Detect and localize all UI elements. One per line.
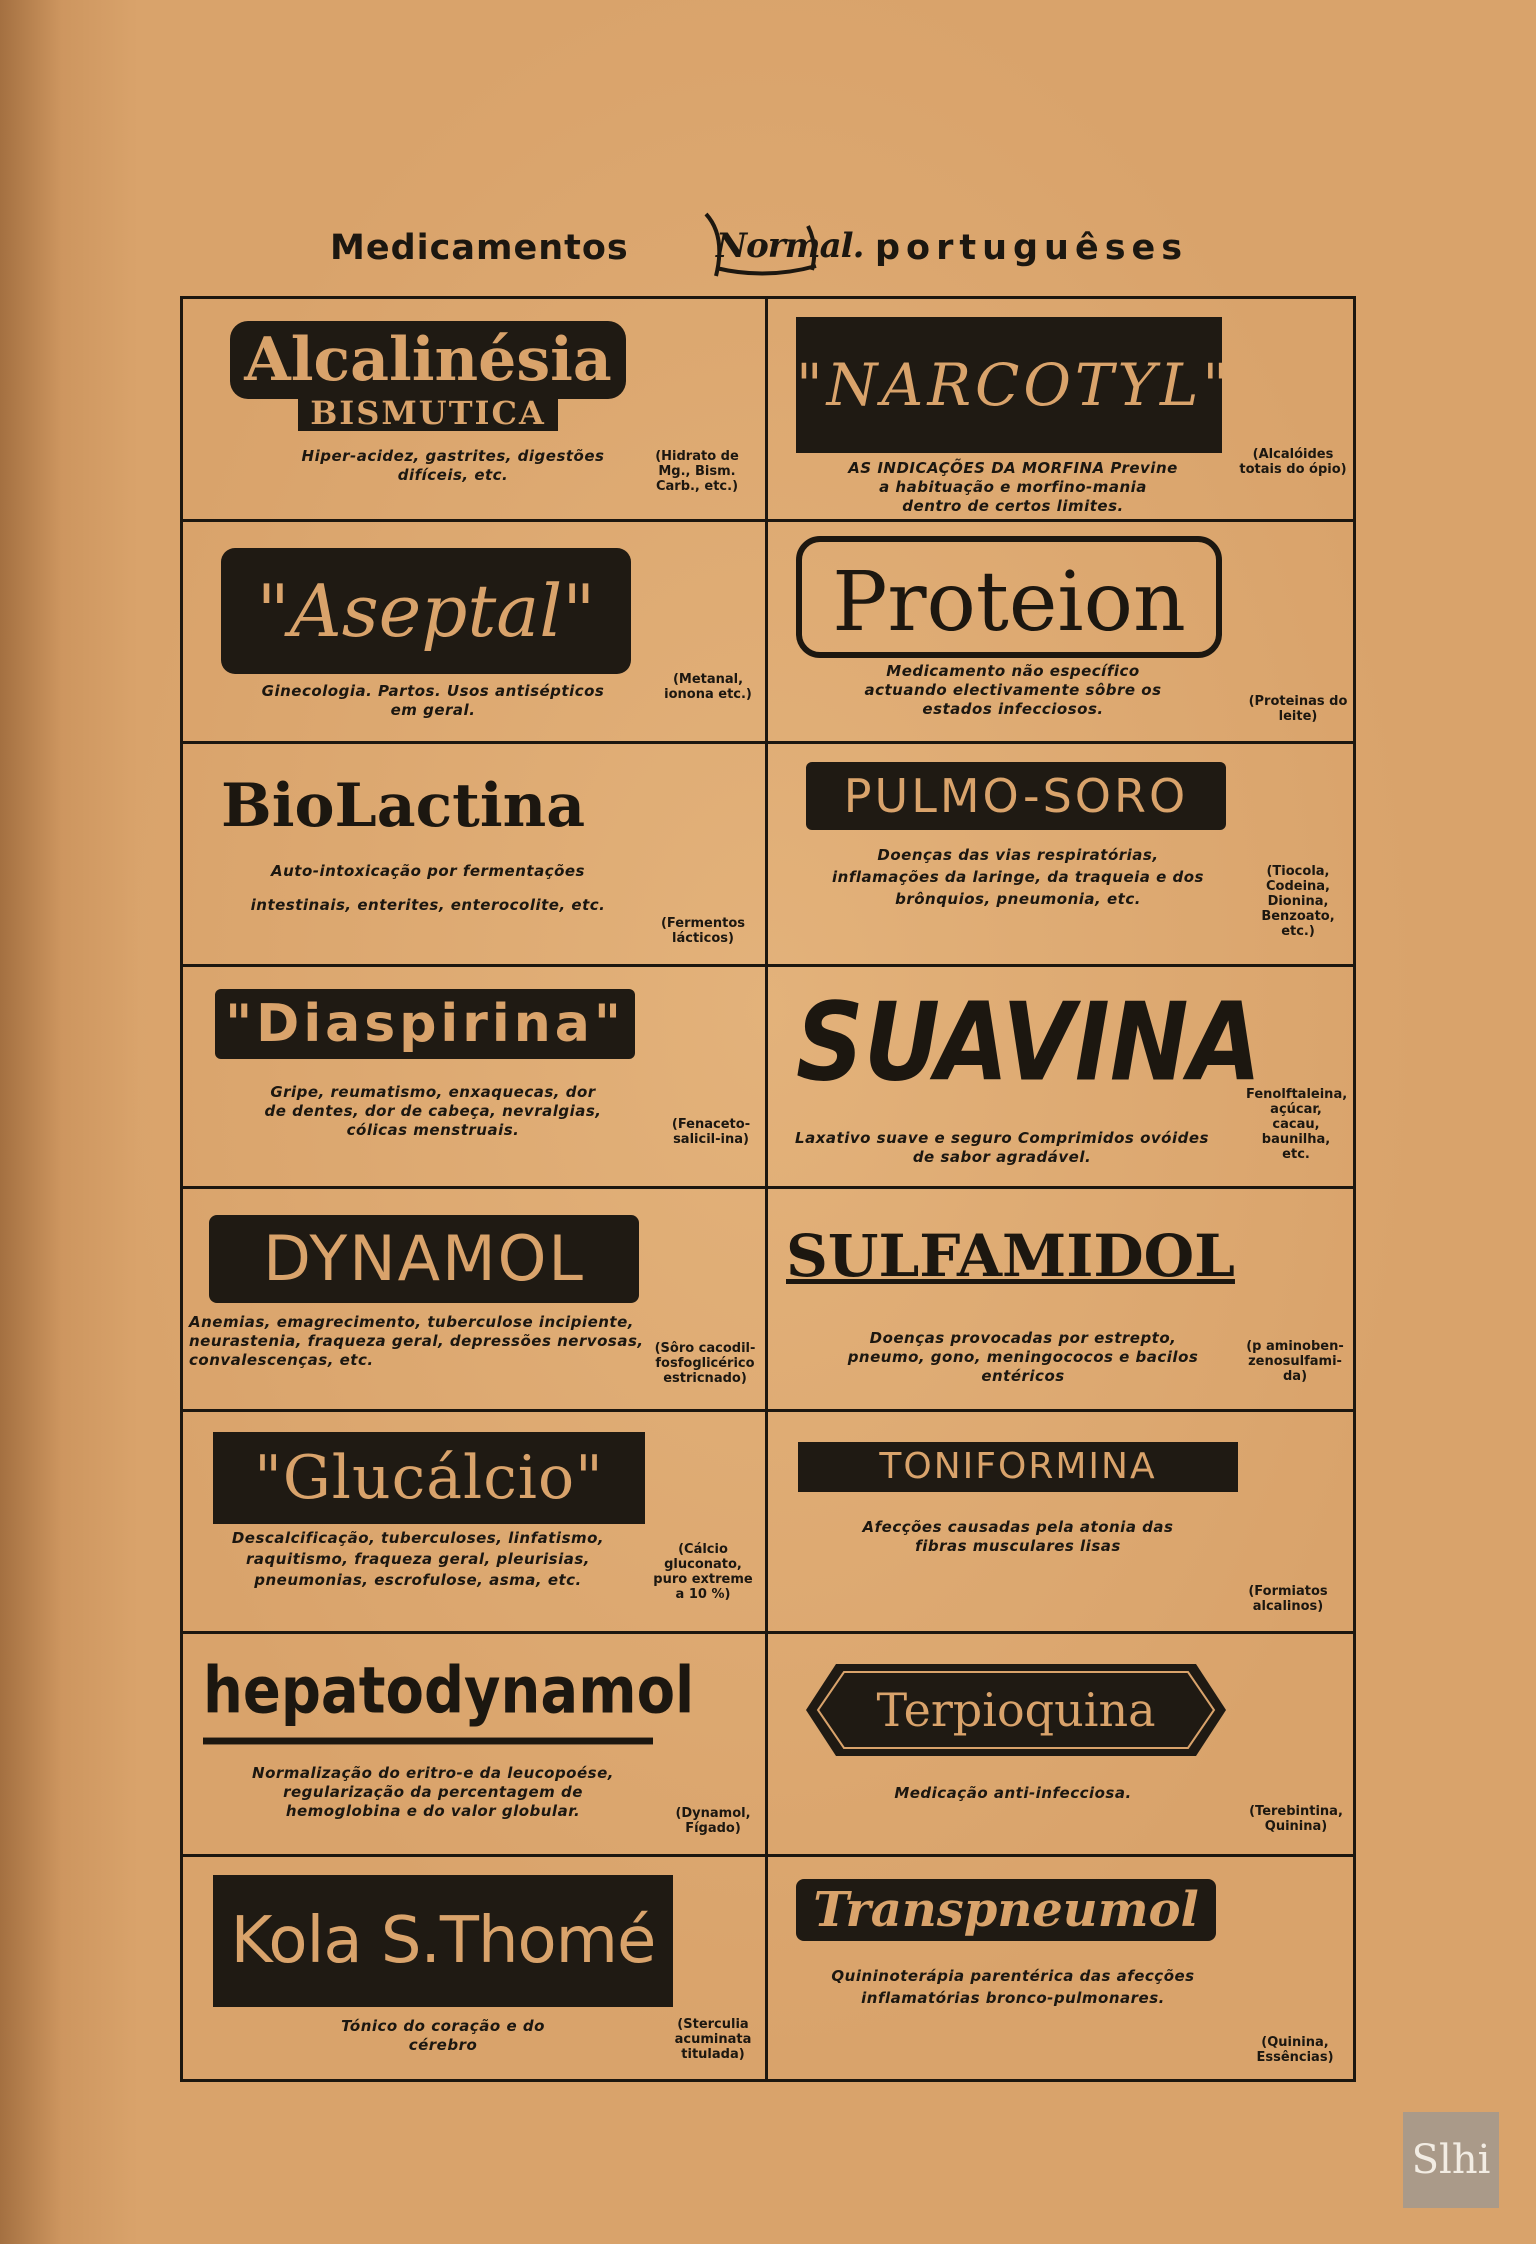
product-cell-diaspirina — [183, 967, 768, 1190]
product-description: Hiper-acidez, gastrites, digestões difíceis, etc. — [301, 447, 605, 484]
product-cell-biolactina — [183, 744, 768, 967]
product-description: Gripe, reumatismo, enxaquecas, dor de dentes, dor de cabeça, nevralgias, cólicas menstruais. — [264, 1082, 602, 1139]
product-description: Anemias, emagrecimento, tuberculose incipiente, neurastenia, fraqueza geral, depressões nervosas, convalescenças, etc. — [189, 1313, 644, 1369]
product-composition: (Hidrato de Mg., Bism. Carb., etc.) — [655, 449, 739, 494]
biolactina-logo: BioLactina — [221, 771, 586, 841]
product-composition: (Proteinas do leite) — [1248, 693, 1348, 724]
product-cell-kola-sthome — [183, 1857, 768, 2080]
product-cell-sulfamidol — [768, 1189, 1353, 1412]
brand-text: Normal. — [716, 226, 864, 266]
product-composition: (Quinina, Essências) — [1256, 2034, 1334, 2065]
pulmo-soro-logo: PULMO-SORO — [806, 762, 1226, 830]
product-cell-pulmo-soro — [768, 744, 1353, 967]
product-composition: (Tiocola, Codeina, Dionina, Benzoato, etc.) — [1261, 864, 1335, 939]
glucalcio-logo: "Glucálcio" — [213, 1432, 645, 1524]
product-cell-narcotyl — [768, 299, 1353, 522]
sulfamidol-logo: SULFAMIDOL — [786, 1222, 1235, 1290]
terpioquina-logo — [806, 1664, 1226, 1756]
product-composition: (Sterculia acuminata titulada) — [674, 2016, 752, 2062]
product-composition: (Fermentos lácticos) — [660, 916, 746, 946]
product-description: AS INDICAÇÕES DA MORFINA Previne a habituação e morfino-mania dentro de certos limites. — [848, 459, 1178, 515]
product-cell-toniformina — [768, 1412, 1353, 1635]
product-description: Ginecologia. Partos. Usos antisépticos em geral. — [261, 681, 605, 719]
product-description: Laxativo suave e seguro Comprimidos ovóides de sabor agradável. — [795, 1128, 1209, 1166]
toniformina-logo: TONIFORMINA — [798, 1442, 1238, 1492]
product-cell-dynamol — [183, 1189, 768, 1412]
product-cell-transpneumol — [768, 1857, 1353, 2080]
product-composition: (Alcalóides totais do ópio) — [1239, 447, 1347, 477]
diaspirina-logo: "Diaspirina" — [215, 989, 635, 1059]
product-description: Medicação anti-infecciosa. — [894, 1784, 1132, 1802]
product-composition: (Cálcio gluconato, puro extreme a 10 %) — [653, 1541, 753, 1602]
product-description: Quininoterápia parentérica das afecções inflamatórias bronco-pulmonares. — [831, 1966, 1195, 2007]
narcotyl-logo: "NARCOTYL" — [796, 317, 1222, 453]
product-composition: (Fenaceto-salicil-ina) — [671, 1116, 751, 1147]
page-header — [0, 206, 1536, 296]
product-composition: (Metanal, ionona etc.) — [664, 671, 752, 702]
header-left-text: Medicamentos — [330, 228, 629, 268]
alcalinesia-logo: Alcalinésia BISMUTICA — [213, 321, 643, 431]
product-description: Medicamento não específico actuando electivamente sôbre os estados infecciosos. — [864, 661, 1162, 718]
product-description: Doenças provocadas por estrepto, pneumo, gono, meningococos e bacilos entéricos — [847, 1329, 1199, 1385]
product-cell-alcalinesia — [183, 299, 768, 522]
transpneumol-logo: Transpneumol — [796, 1879, 1216, 1941]
product-composition: (Terebintina, Quinina) — [1249, 1804, 1343, 1834]
product-description: Afecções causadas pela atonia das fibras musculares lisas — [862, 1517, 1174, 1555]
product-description: Descalcificação, tuberculoses, linfatismo, raquitismo, fraqueza geral, pleurisias, pneumonias, escrofulose, asma, etc. — [231, 1528, 605, 1589]
terpioquina-logo-text: Terpioquina — [876, 1683, 1156, 1737]
hepatodynamol-logo: hepatodynamol — [203, 1646, 653, 1745]
product-cell-proteion — [768, 522, 1353, 745]
product-composition: (Dynamol, Fígado) — [675, 1806, 751, 1836]
product-composition: (Sôro cacodil-fosfoglicérico estricnado) — [654, 1341, 756, 1386]
product-description: Auto-intoxicação por fermentações intestinais, enterites, enterocolite, etc. — [250, 862, 606, 914]
product-description: Doenças das vias respiratórias, inflamações da laringe, da traqueia e dos brônquios, pneumonia, etc. — [832, 846, 1204, 908]
suavina-logo: SUAVINA — [796, 980, 1262, 1106]
product-cell-aseptal — [183, 522, 768, 745]
product-description: Normalização do eritro-e da leucopoése, regularização da percentagem de hemoglobina e do valor globular. — [252, 1764, 614, 1820]
kola-sthome-logo: Kola S.Thomé — [213, 1875, 673, 2007]
watermark-logo: Slhi — [1403, 2112, 1499, 2208]
product-description: Tónico do coração e do cérebro — [341, 2016, 545, 2054]
product-composition: Fenolftaleina, açúcar, cacau, baunilha, etc. — [1246, 1086, 1348, 1162]
product-cell-terpioquina — [768, 1634, 1353, 1857]
aseptal-logo: "Aseptal" — [221, 548, 631, 674]
header-right-text: portuguêses — [875, 228, 1189, 268]
product-cell-glucalcio — [183, 1412, 768, 1635]
product-cell-hepatodynamol — [183, 1634, 768, 1857]
dynamol-logo: DYNAMOL — [209, 1215, 639, 1303]
product-composition: (p aminoben-zenosulfami-da) — [1246, 1339, 1344, 1384]
normal-brand-logo — [686, 206, 864, 286]
proteion-logo: Proteion — [796, 536, 1222, 658]
product-cell-suavina — [768, 967, 1353, 1190]
product-composition: (Formiatos alcalinos) — [1248, 1583, 1328, 1614]
product-grid — [180, 296, 1356, 2082]
